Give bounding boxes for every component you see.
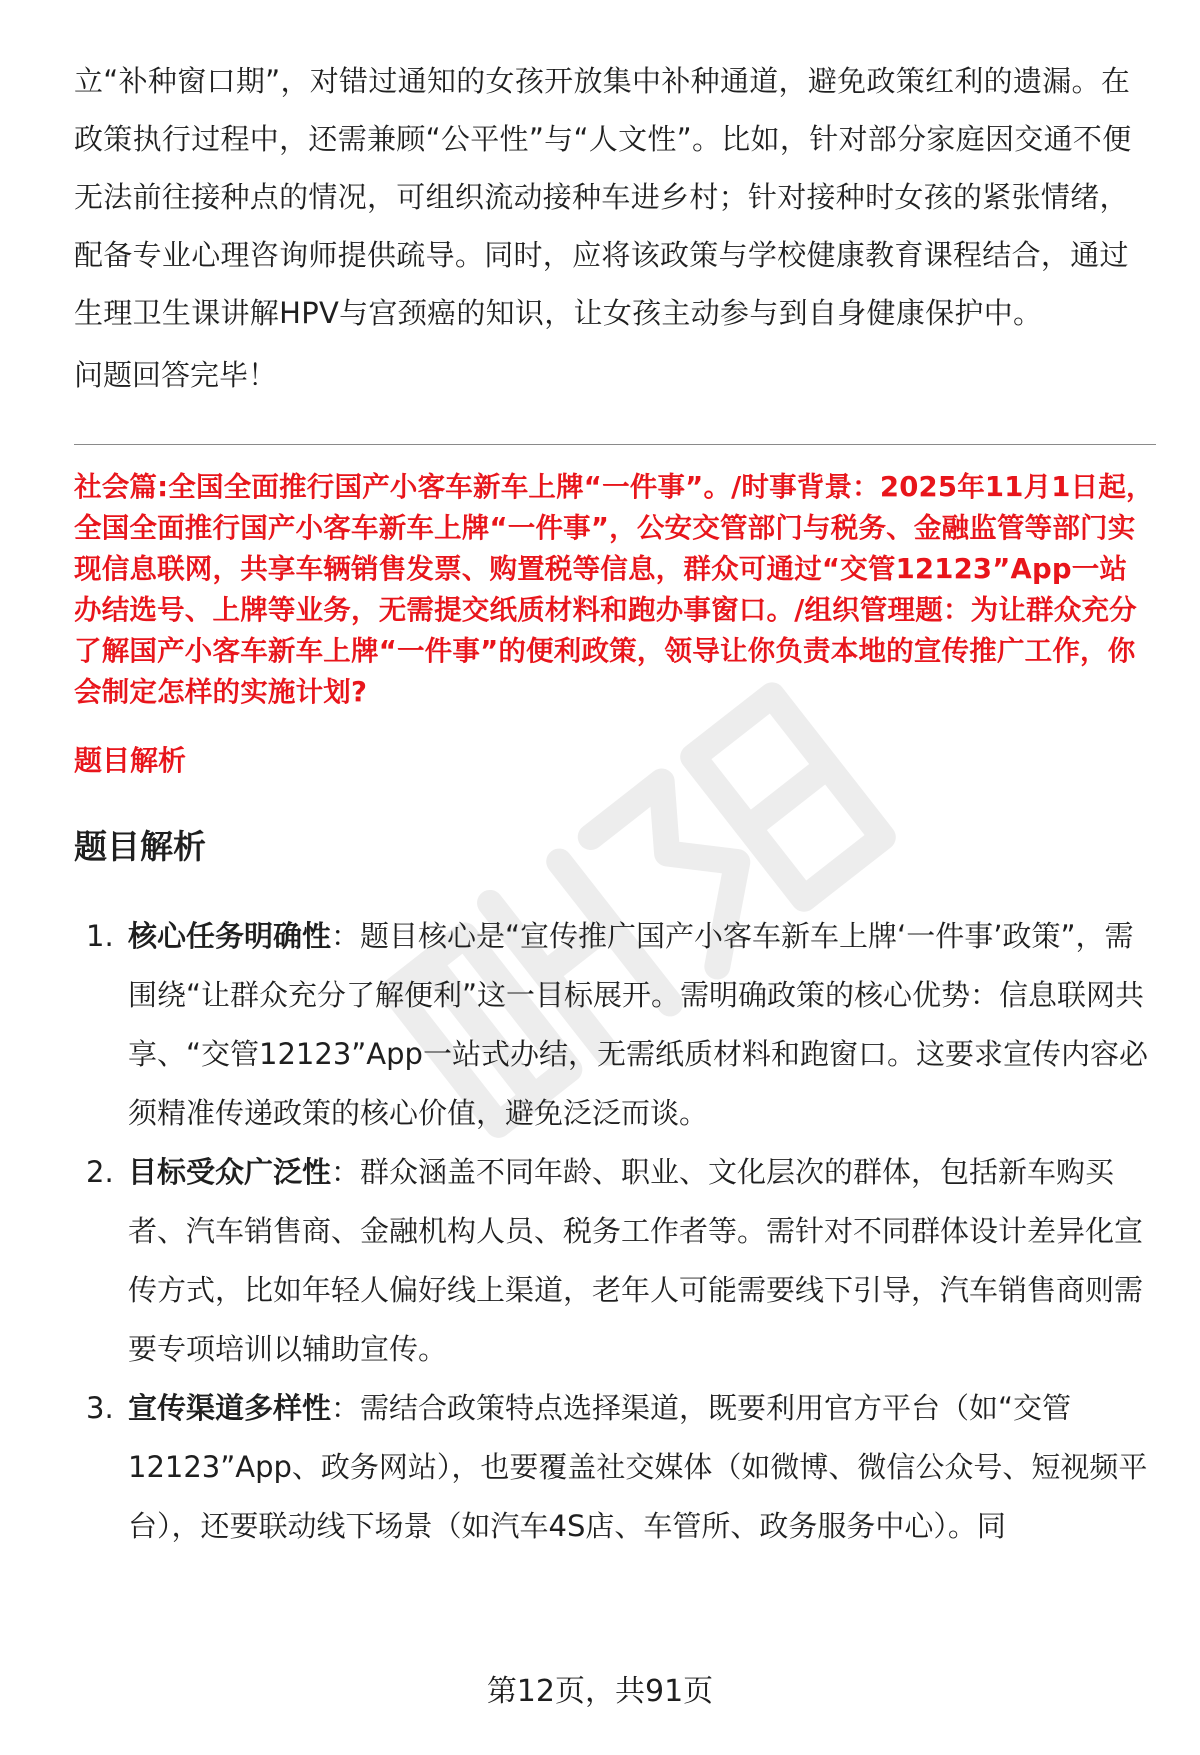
question-text: 社会篇:全国全面推行国产小客车新车上牌“一件事”。/时事背景：2025年11月1日起，全国全面推行国产小客车新车上牌“一件事”，公安交管部门与税务、金融监管等部门实现信息联网，共享车辆销售发票、购置税等信息，群众可通过“交管12123”App一站办结选号、上牌等业务，无需提交纸质材料和跑办事窗口。/组织管理题：为让群众充分了解国产小客车新车上牌“一件事”的便利政策，领导让你负责本地的宣传推广工作，你会制定怎样的实施计划? [74, 471, 1154, 708]
list-item-title: 核心任务明确性 [128, 919, 332, 953]
list-item-text: ：题目核心是“宣传推广国产小客车新车上牌‘一件事’政策”，需围绕“让群众充分了解便利”这一目标展开。需明确政策的核心优势：信息联网共享、“交管12123”App一站式办结，无需纸质材料和跑窗口。这要求宣传内容必须精准传递政策的核心价值，避免泛泛而谈。 [128, 919, 1148, 1130]
list-item-number: 1. [86, 919, 114, 953]
list-item [74, 1379, 1154, 1556]
analysis-label: 题目解析 [74, 744, 187, 777]
list-item-title: 宣传渠道多样性 [128, 1391, 332, 1425]
section-heading: 题目解析 [74, 827, 206, 866]
list-item-number: 3. [86, 1391, 114, 1425]
intro-paragraph: 立“补种窗口期”，对错过通知的女孩开放集中补种通道，避免政策红利的遗漏。在政策执行过程中，还需兼顾“公平性”与“人文性”。比如，针对部分家庭因交通不便无法前往接种点的情况，可组织流动接种车进乡村；针对接种时女孩的紧张情绪，配备专业心理咨询师提供疏导。同时，应将该政策与学校健康教育课程结合，通过生理卫生课讲解HPV与宫颈癌的知识，让女孩主动参与到自身健康保护中。 [74, 64, 1132, 330]
closing-text: 问题回答完毕！ [74, 358, 278, 392]
list-item [74, 907, 1154, 1143]
analysis-list [74, 907, 1154, 1556]
page-number: 第12页，共91页 [486, 1674, 714, 1709]
list-item-number: 2. [86, 1155, 114, 1189]
section-divider [74, 444, 1156, 445]
list-item-title: 目标受众广泛性 [128, 1155, 332, 1189]
list-item [74, 1143, 1154, 1379]
list-item-text: ：需结合政策特点选择渠道，既要利用官方平台（如“交管12123”App、政务网站），也要覆盖社交媒体（如微博、微信公众号、短视频平台），还要联动线下场景（如汽车4S店、车管所、政务服务中心）。同 [128, 1391, 1148, 1543]
list-item-text: ：群众涵盖不同年龄、职业、文化层次的群体，包括新车购买者、汽车销售商、金融机构人员、税务工作者等。需针对不同群体设计差异化宣传方式，比如年轻人偏好线上渠道，老年人可能需要线下引导，汽车销售商则需要专项培训以辅助宣传。 [128, 1155, 1144, 1366]
document-body [74, 52, 1154, 1572]
